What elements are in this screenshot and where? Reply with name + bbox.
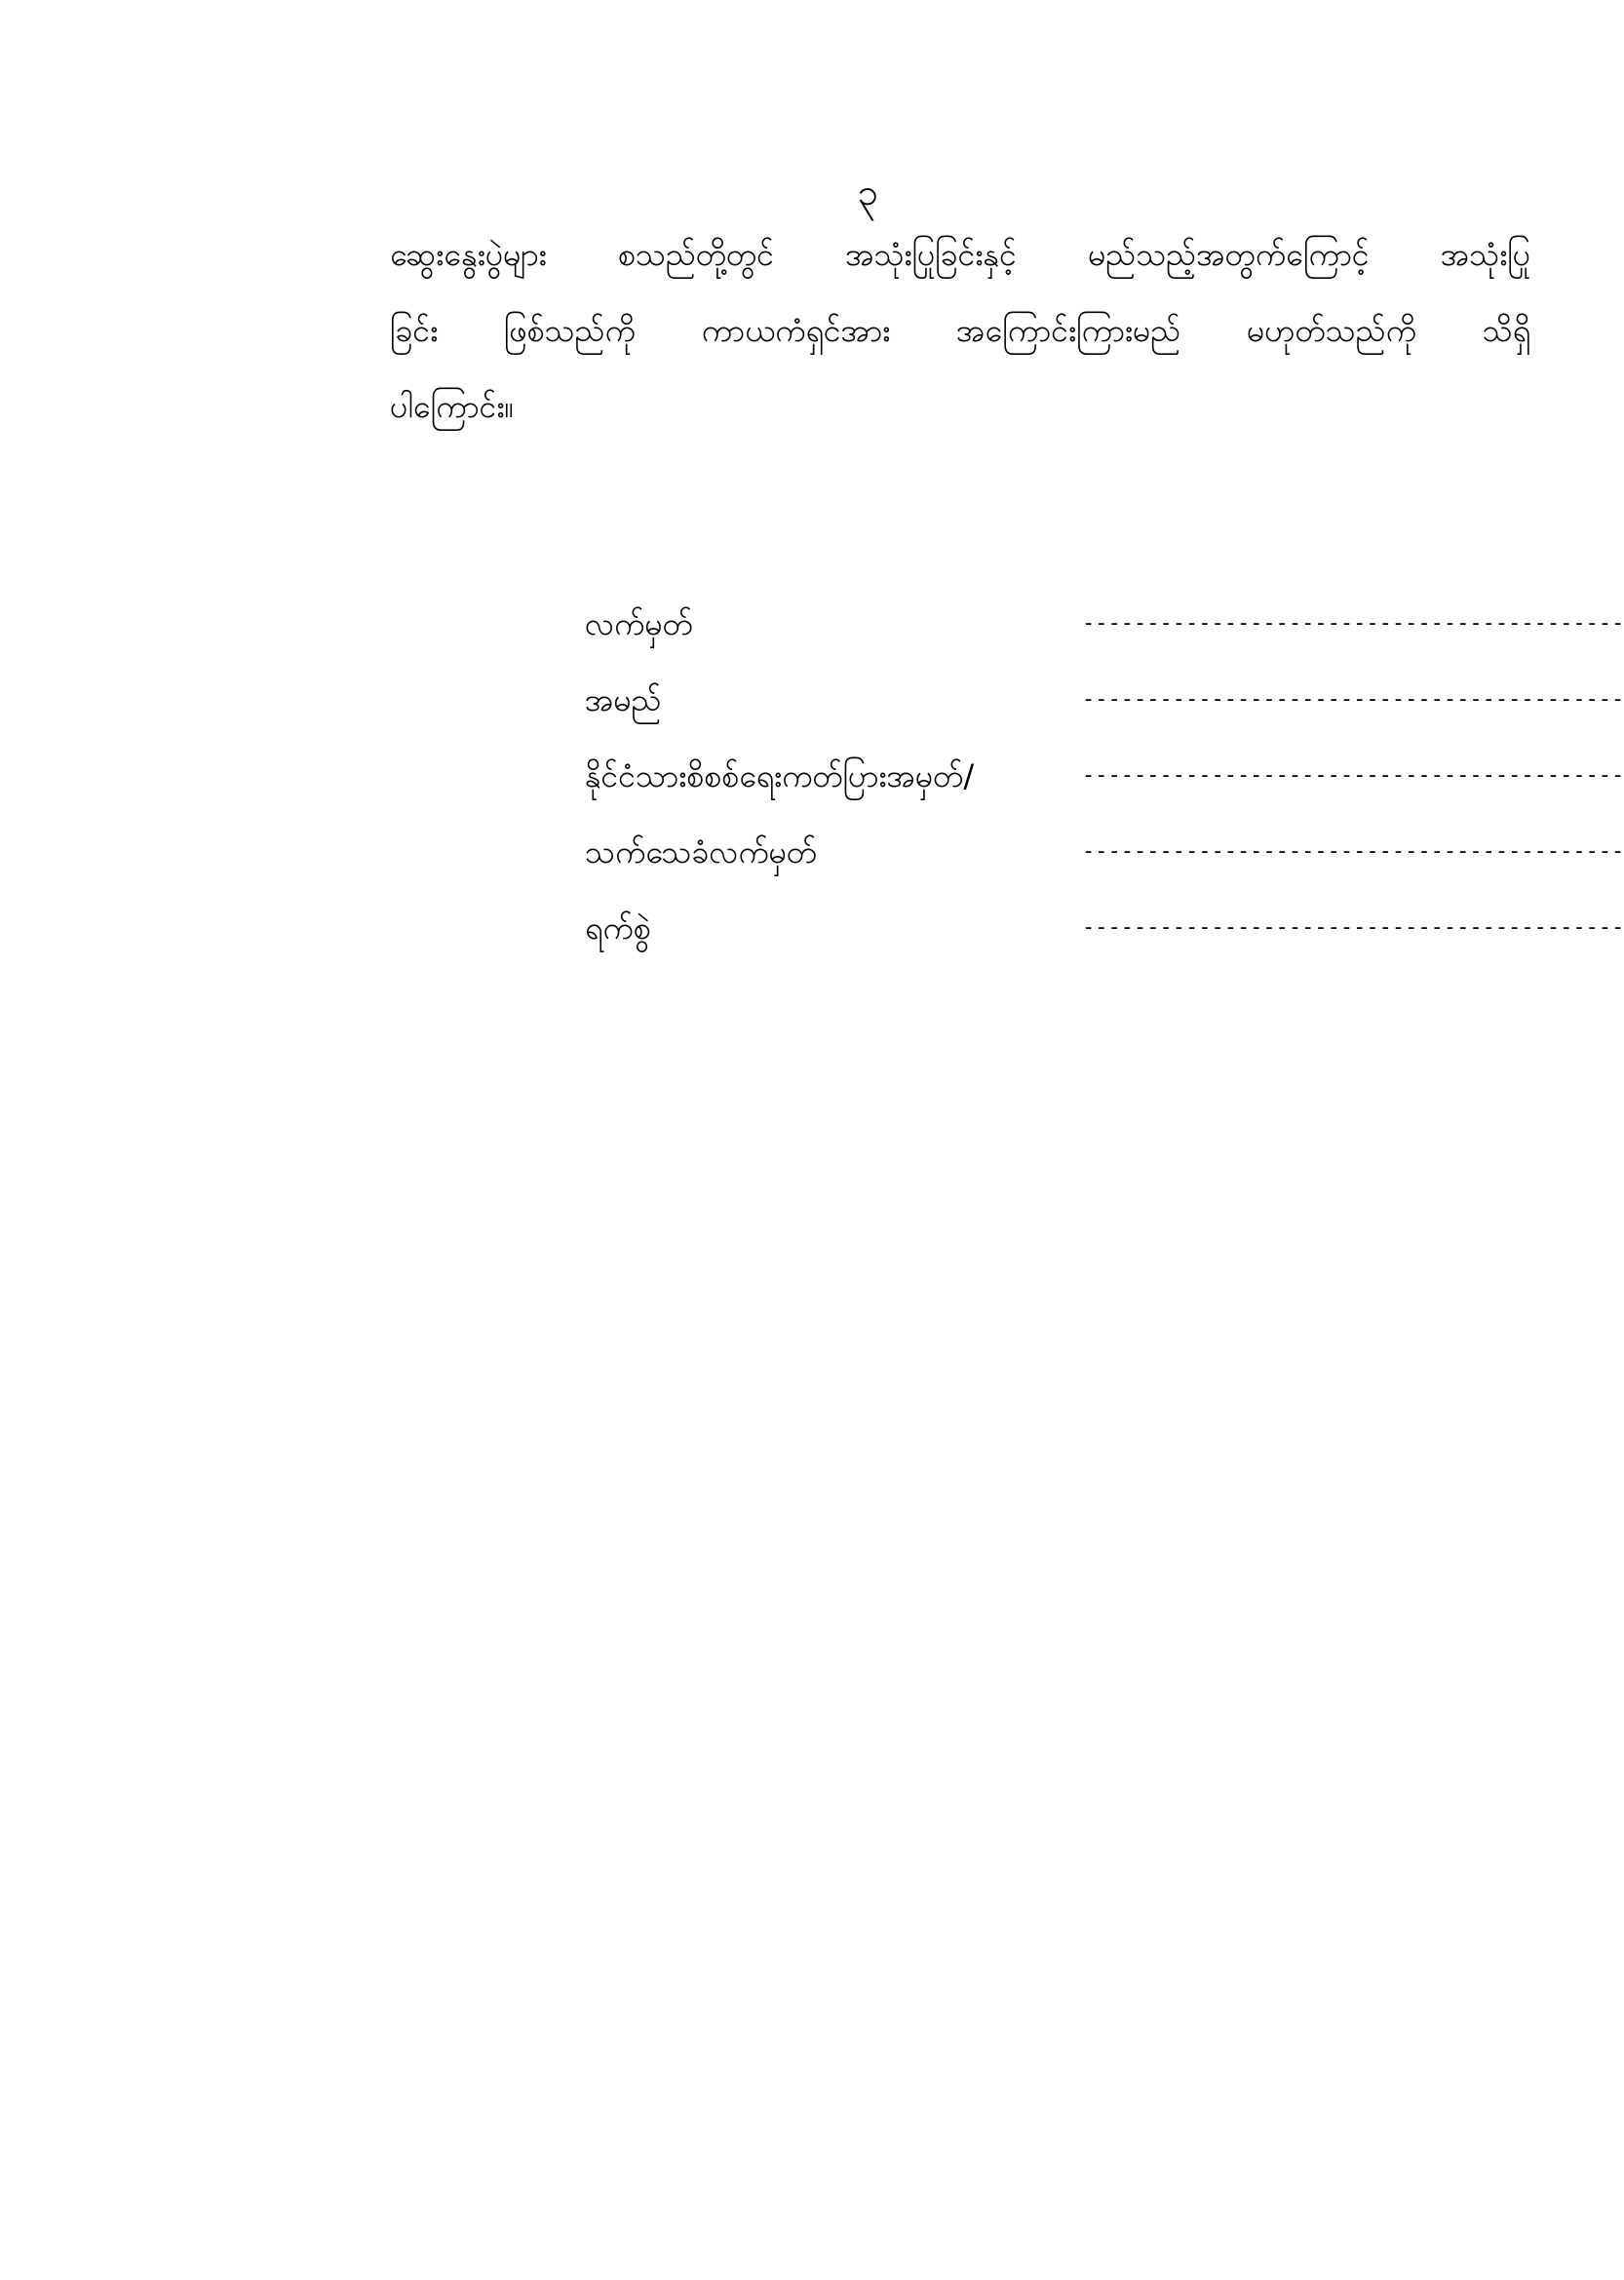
signature-blank[interactable]: ------------------------------------------ <box>1082 611 1624 636</box>
paragraph-word: ဖြစ်သည်ကို <box>504 312 636 349</box>
paragraph-word: မဟုတ်သည်ကို <box>1247 312 1416 349</box>
paragraph-word: သိရှိ <box>1482 312 1530 349</box>
witness-signature-blank[interactable]: ------------------------------------------ <box>1082 839 1624 864</box>
paragraph-line <box>390 216 1530 292</box>
paragraph-word: ကာယကံရှင်အား <box>701 312 891 349</box>
id-card-label: နိုင်ငံသားစိစစ်ရေးကတ်ပြားအမှတ်/ <box>585 757 975 794</box>
signature-label: လက်မှတ် <box>585 605 693 642</box>
id-card-row <box>585 747 1624 823</box>
date-blank[interactable]: ------------------------------------------ <box>1082 915 1624 940</box>
paragraph-line <box>390 292 1530 368</box>
paragraph-word: စသည်တို့တွင် <box>618 236 774 273</box>
paragraph-line <box>390 368 1530 444</box>
page-number: ၃ <box>857 171 878 213</box>
paragraph-word: ဆွေးနွေးပွဲများ <box>390 236 547 273</box>
paragraph-word: ခြင်း <box>390 312 439 349</box>
date-row <box>585 899 1624 975</box>
name-blank[interactable]: ------------------------------------------ <box>1082 687 1624 712</box>
paragraph-word: မည်သည့်အတွက်ကြောင့် <box>1088 236 1370 273</box>
paragraph-word: အသုံးပြုခြင်းနှင့် <box>845 236 1017 273</box>
name-label: အမည် <box>585 681 662 718</box>
consent-paragraph <box>390 216 1530 444</box>
paragraph-word: အသုံးပြု <box>1440 236 1530 273</box>
signature-row <box>585 595 1624 671</box>
witness-signature-label: သက်သေခံလက်မှတ် <box>585 833 818 870</box>
id-card-blank[interactable]: ------------------------------------------ <box>1082 763 1624 788</box>
paragraph-word: အကြောင်းကြားမည် <box>955 312 1181 349</box>
signature-form <box>585 595 1624 975</box>
witness-signature-row <box>585 823 1624 899</box>
paragraph-word: ပါကြောင်း။ <box>390 388 515 425</box>
name-row <box>585 671 1624 747</box>
date-label: ရက်စွဲ <box>585 909 651 947</box>
